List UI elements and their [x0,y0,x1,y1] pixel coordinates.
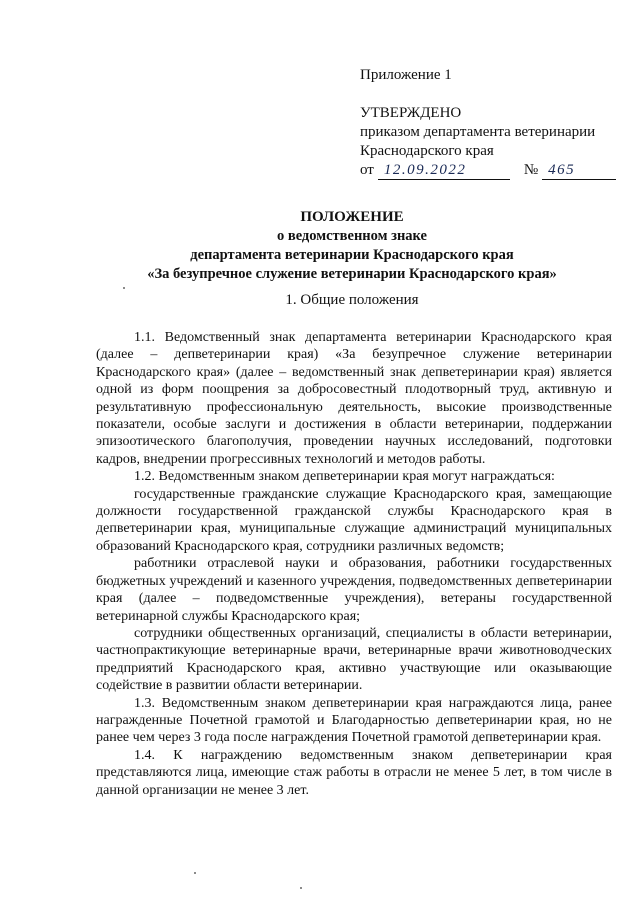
section-heading: 1. Общие положения [285,292,419,308]
paragraph-1-2: 1.2. Ведомственным знаком депветеринарии края могут награждаться: [134,469,555,485]
title-line-2: о ведомственном знаке [276,228,427,244]
paragraph-science-workers: работники отраслевой науки и образования, работники государственных бюджетных учреждений и казенного учреждения, подведомственных депветеринарии края (далее – подведомственные учреждения), ветераны государственной ветеринарной службы Краснодарского края; [96,556,612,624]
paragraph-civil-servants: государственные гражданские служащие Краснодарского края, замещающие должности государственной гражданской службы Краснодарского края в депветеринарии края, муниципальные служащие администраций муниципальных образований Краснодарского края, сотрудники различных ведомств; [96,486,612,554]
scan-speck [300,887,302,889]
number-value: 465 [548,162,576,178]
title-line-3: департамента ветеринарии Краснодарского края [190,247,514,263]
date-field [378,162,510,180]
paragraph-1-1: 1.1. Ведомственный знак департамента ветеринарии Краснодарского края (далее – депветеринарии края) «За безупречное служение ветеринарии Краснодарского края» (далее – ведомственный знак депветеринарии края) является одной из форм поощрения за добросовестный плодотворный труд, активную и результативную профессиональную деятельность, высокие производственные показатели, особые заслуги и достижения в области ветеринарии, поддержании эпизоотического благополучия, проведении научных исследований, подготовки кадров, внедрении прогрессивных технологий и методов работы. [96,330,612,467]
approval-block [360,104,616,180]
title-line-4: «За безупречное служение ветеринарии Краснодарского края» [147,266,557,282]
number-prefix: № [523,162,539,178]
document-title [96,208,608,284]
title-line-1: ПОЛОЖЕНИЕ [300,209,404,225]
order-line-1: приказом департамента ветеринарии [360,124,596,140]
order-line-2: Краснодарского края [360,143,494,159]
paragraph-1-3: 1.3. Ведомственным знаком депветеринарии края награждаются лица, ранее награжденные Почетной грамотой и Благодарностью депветеринарии края, но не ранее чем через 3 года после награждения Почетной грамотой депветеринарии края. [96,695,612,746]
date-value: 12.09.2022 [383,162,467,178]
scan-speck [123,287,125,289]
appendix-label: Приложение 1 [360,67,452,83]
body-text [96,329,612,799]
order-date-number-line [360,161,616,180]
scan-speck [194,872,196,874]
date-prefix: от [360,162,374,178]
number-field [542,162,616,180]
paragraph-organizations: сотрудники общественных организаций, специалисты в области ветеринарии, частнопрактикующие ветеринарные врачи, ветеринарные врачи животноводческих предприятий Краснодарского края, активно участвующие или оказывающие содействие в развитии области ветеринарии. [96,625,612,694]
approved-label: УТВЕРЖДЕНО [360,105,462,121]
paragraph-1-4: 1.4. К награждению ведомственным знаком депветеринарии края представляются лица, имеющие стаж работы в отрасли не менее 5 лет, в том числе в данной организации не менее 3 лет. [96,747,612,798]
